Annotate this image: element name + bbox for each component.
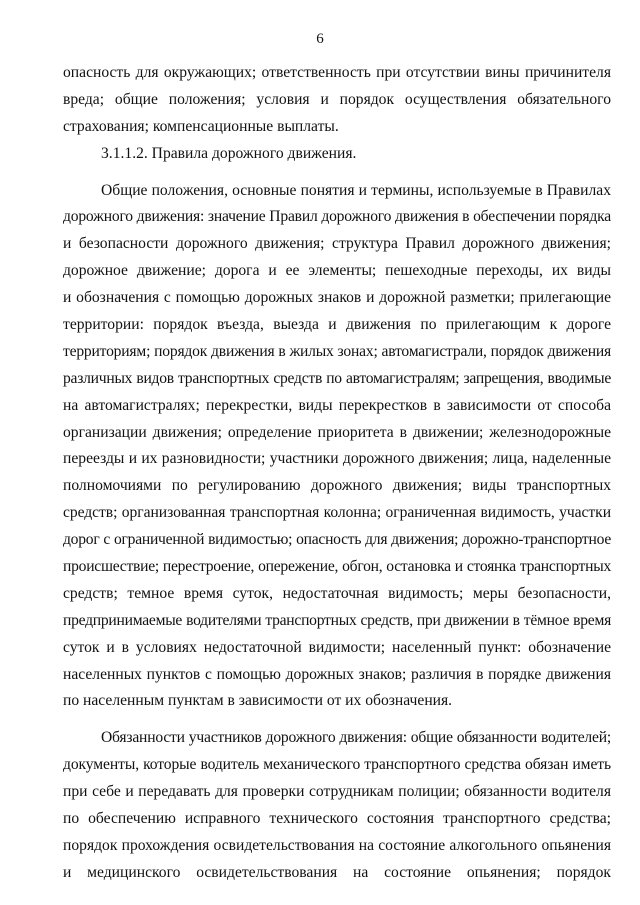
text-line: предпринимаемые водителями транспортных средств, при движении в тёмное время: [63, 611, 611, 629]
text-line: вреда; общие положения; условия и порядок осуществления обязательного: [63, 90, 611, 108]
text-line: по обеспечению исправного технического состояния транспортного средства;: [63, 810, 611, 828]
text-line: происшествие; перестроение, опережение, обгон, остановка и стоянка транспортных: [63, 558, 611, 576]
text-line: и безопасности дорожного движения; структура Правил дорожного движения;: [63, 235, 611, 253]
text-line: опасность для окружающих; ответственность при отсутствии вины причинителя: [63, 64, 611, 81]
text-line: дорожного движения: значение Правил дорожного движения в обеспечении порядка: [63, 208, 611, 226]
text-line: суток и в условиях недостаточной видимости; населенный пункт: обозначение: [63, 638, 611, 656]
text-line: документы, которые водитель механического транспортного средства обязан иметь: [63, 756, 611, 774]
text-line: порядок прохождения освидетельствования на состояние алкогольного опьянения: [63, 836, 611, 854]
text-line: организации движения; определение приоритета в движении; железнодорожные: [63, 423, 611, 441]
text-line: средств; организованная транспортная колонна; ограниченная видимость, участки: [63, 504, 611, 522]
paragraph: [63, 725, 611, 886]
text-line: и медицинского освидетельствования на состояние опьянения; порядок: [63, 863, 611, 881]
text-line: полномочиями по регулированию дорожного движения; виды транспортных: [63, 477, 611, 495]
text-line: различных видов транспортных средств по автомагистралям; запрещения, вводимые: [63, 369, 611, 387]
text-line: средств; темное время суток, недостаточная видимость; меры безопасности,: [63, 584, 611, 602]
text-line: Обязанности участников дорожного движения: общие обязанности водителей;: [101, 729, 611, 747]
text-line: Общие положения, основные понятия и термины, используемые в Правилах: [101, 181, 611, 199]
section-heading-text: 3.1.1.2. Правила дорожного движения.: [101, 144, 357, 162]
text-line: на автомагистралях; перекрестки, виды перекрестков в зависимости от способа: [63, 396, 611, 414]
text-line: и обозначения с помощью дорожных знаков и дорожной разметки; прилегающие: [63, 289, 611, 307]
paragraph-gap: [63, 168, 611, 178]
body-text: [63, 60, 611, 887]
page-number: 6: [316, 31, 324, 47]
text-line: дорожное движение; дорога и ее элементы; пешеходные переходы, их виды: [63, 262, 611, 280]
text-line: при себе и передавать для проверки сотрудникам полиции; обязанности водителя: [63, 783, 611, 801]
text-line: по населенным пунктам в зависимости от их обозначения.: [63, 692, 453, 710]
text-line: дорог с ограниченной видимостью; опасность для движения; дорожно-транспортное: [63, 531, 611, 549]
text-line: переезды и их разновидности; участники дорожного движения; лица, наделенные: [63, 450, 611, 468]
text-line: страхования; компенсационные выплаты.: [63, 117, 339, 135]
paragraph-gap: [63, 715, 611, 725]
text-line: территории: порядок въезда, выезда и движения по прилегающим к дороге: [63, 316, 611, 334]
paragraph: [63, 60, 611, 141]
section-heading: [63, 141, 611, 168]
paragraph: [63, 178, 611, 716]
text-line: населенных пунктов с помощью дорожных знаков; различия в порядке движения: [63, 665, 611, 683]
text-line: территориям; порядок движения в жилых зонах; автомагистрали, порядок движения: [63, 342, 611, 360]
